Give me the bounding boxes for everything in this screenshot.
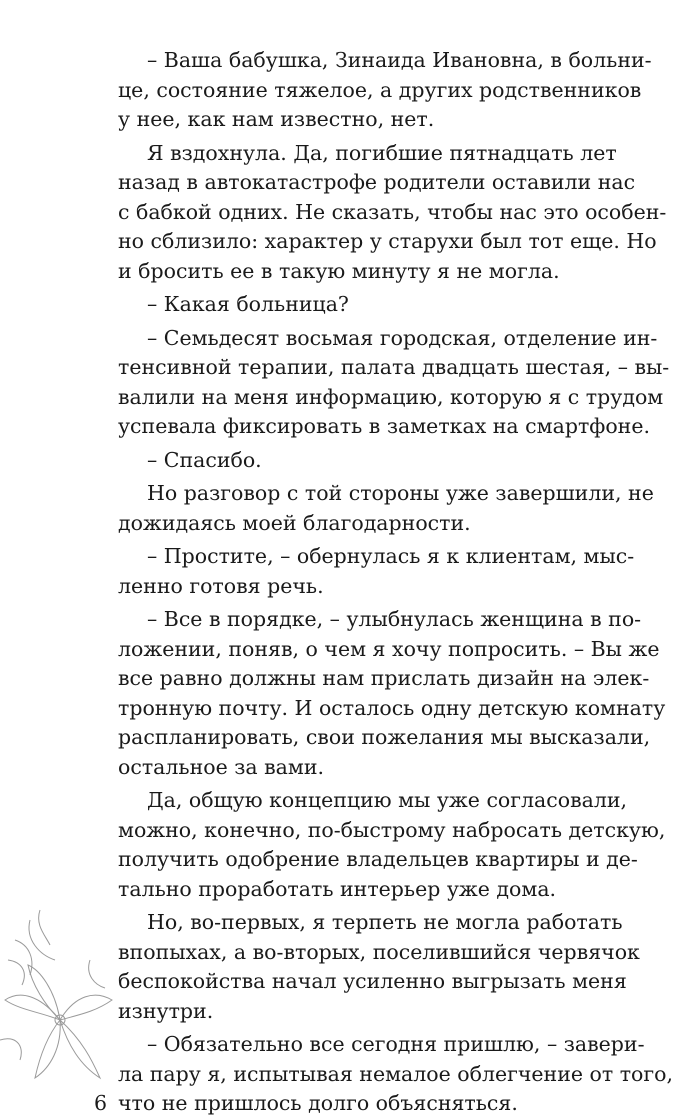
text-line: – Простите, – обернулась я к клиентам, мыс- (147, 544, 635, 568)
text-line: назад в автокатастрофе родители оставили нас (118, 170, 636, 194)
text-line: Я вздохнула. Да, погибшие пятнадцать лет (147, 140, 617, 165)
text-line: у нее, как нам известно, нет. (118, 107, 435, 131)
text-line: тронную почту. И осталось одну детскую комнату (118, 695, 666, 720)
text-line: – Все в порядке, – улыбнулась женщина в по- (147, 607, 642, 631)
text-line: Но разговор с той стороны уже завершили, не (147, 481, 654, 505)
text-line: дожидаясь моей благодарности. (118, 510, 471, 535)
text-line: ложении, поняв, о чем я хочу попросить. – Вы же (118, 636, 660, 661)
text-line: – Обязательно все сегодня пришлю, – завери- (147, 1032, 645, 1056)
text-line: тенсивной терапии, палата двадцать шестая, – вы- (118, 355, 670, 379)
text-line: впопыхах, а во-вторых, поселившийся червячок (118, 939, 640, 964)
text-line: получить одобрение владельцев квартиры и де- (118, 847, 638, 871)
text-line: валили на меня информацию, которую я с трудом (118, 384, 664, 409)
text-line: це, состояние тяжелое, а других родственников (118, 77, 642, 102)
text-line: Но, во-первых, я терпеть не могла работать (147, 910, 623, 934)
text-line: можно, конечно, по-быстрому набросать детскую, (118, 817, 666, 842)
text-line: – Семьдесят восьмая городская, отделение ин- (147, 325, 658, 350)
text-line: ла пару я, испытывая немалое облегчение от того, (118, 1061, 674, 1086)
text-line: распланировать, свои пожелания мы высказали, (118, 725, 651, 749)
text-line: но сблизило: характер у старухи был тот еще. Но (118, 229, 657, 253)
page-number: 6 (94, 1091, 108, 1115)
floral-decoration-icon (0, 900, 120, 1080)
text-line: – Ваша бабушка, Зинаида Ивановна, в больни- (147, 48, 652, 72)
text-line: тально проработать интерьер уже дома. (118, 876, 557, 901)
text-line: ленно готовя речь. (118, 573, 324, 598)
text-line: и бросить ее в такую минуту я не могла. (118, 258, 560, 283)
text-line: что не пришлось долго объясняться. (118, 1091, 518, 1115)
text-line: успевала фиксировать в заметках на смартфоне. (118, 414, 650, 438)
text-line: все равно должны нам прислать дизайн на элек- (118, 666, 650, 690)
text-line: – Какая больница? (147, 292, 349, 316)
text-line: изнутри. (118, 998, 214, 1023)
text-line: с бабкой одних. Не сказать, чтобы нас это особен- (118, 199, 667, 224)
text-line: Да, общую концепцию мы уже согласовали, (147, 788, 628, 812)
text-line: беспокойства начал усиленно выгрызать меня (118, 969, 627, 993)
text-line: – Спасибо. (147, 447, 262, 472)
text-line: остальное за вами. (118, 754, 325, 779)
